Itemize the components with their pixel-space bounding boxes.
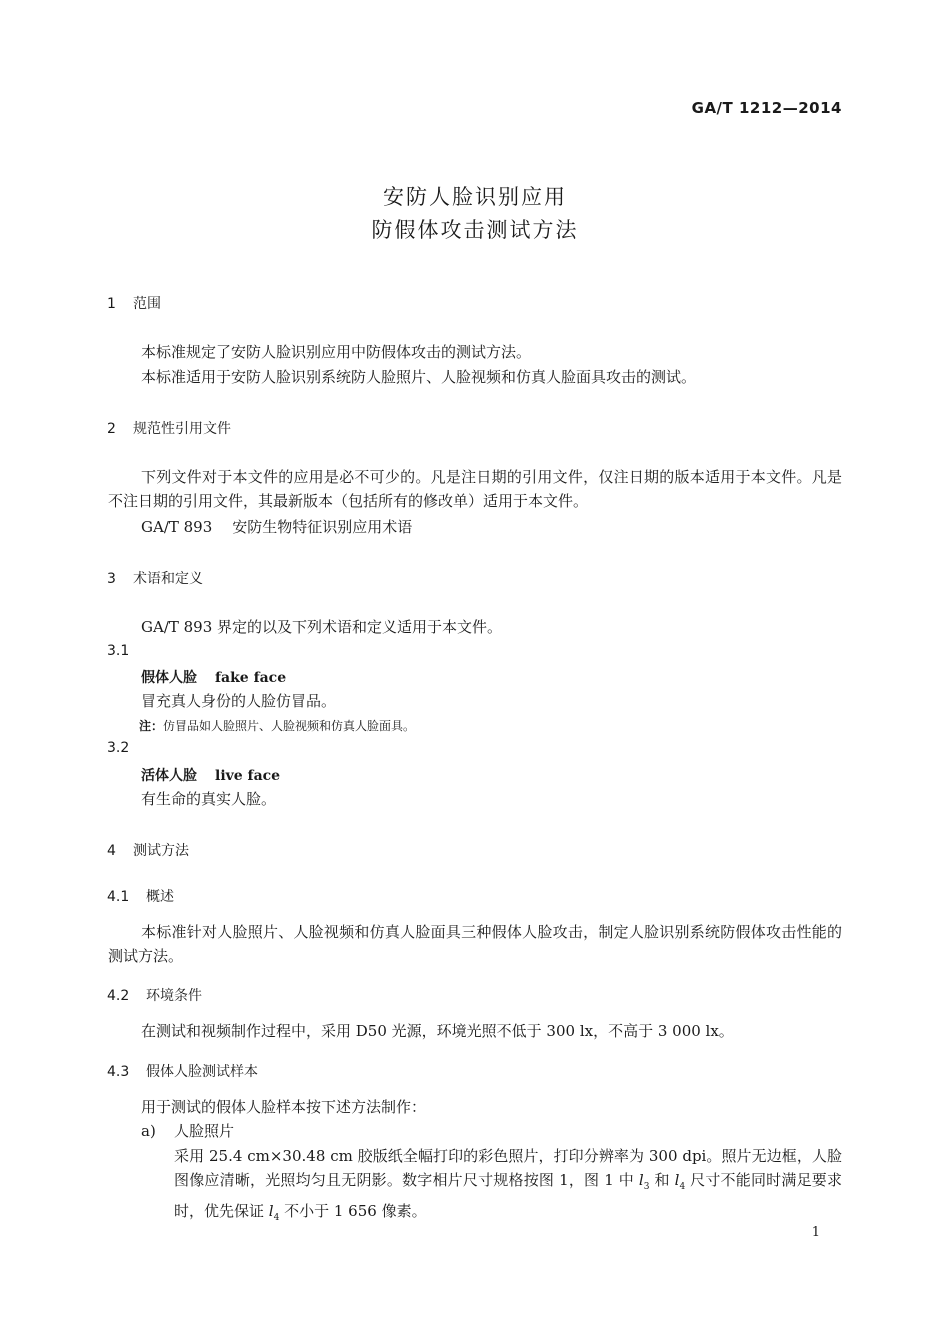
document-title-line-2: 防假体攻击测试方法: [371, 218, 579, 242]
paragraph: GA/T 893 界定的以及下列术语和定义适用于本文件。: [141, 618, 503, 636]
list-item-a-body: [174, 1144, 842, 1230]
subsection-title: 环境条件: [146, 988, 202, 1004]
variable-l: l: [674, 1171, 680, 1189]
variable-subscript: 3: [643, 1182, 650, 1192]
subsection-4-3-heading: [107, 1061, 258, 1081]
variable-l: l: [268, 1202, 274, 1220]
page-number: 1: [811, 1225, 820, 1240]
section-number: 4: [107, 843, 116, 859]
paragraph: 本标准适用于安防人脸识别系统防人脸照片、人脸视频和仿真人脸面具攻击的测试。: [141, 368, 697, 386]
body-text: 尺寸不能同时满足要求时，优先保证: [174, 1171, 842, 1220]
section-2-heading: [107, 418, 231, 438]
paragraph: 用于测试的假体人脸样本按下述方法制作：: [141, 1098, 427, 1116]
subsection-number: 4.1: [107, 889, 130, 905]
term-chinese: 假体人脸: [141, 670, 197, 686]
term-number: 3.2: [107, 740, 130, 756]
reference-code: GA/T 893: [141, 518, 213, 536]
paragraph: 下列文件对于本文件的应用是必不可少的。凡是注日期的引用文件，仅注日期的版本适用于本文件。凡是不注日期的引用文件，其最新版本（包括所有的修改单）适用于本文件。: [108, 468, 842, 510]
section-3-heading: [107, 568, 203, 588]
subsection-number: 4.2: [107, 988, 130, 1004]
note-label: 注：: [139, 719, 164, 733]
paragraph: 本标准针对人脸照片、人脸视频和仿真人脸面具三种假体人脸攻击，制定人脸识别系统防假体攻击性能的测试方法。: [108, 923, 842, 965]
section-title: 测试方法: [133, 843, 189, 859]
variable-l: l: [638, 1171, 644, 1189]
term-heading: [141, 667, 286, 687]
subsection-4-1-heading: [107, 886, 174, 906]
document-title-line-1: 安防人脸识别应用: [383, 185, 567, 209]
subsection-4-2-heading: [107, 985, 202, 1005]
section-number: 2: [107, 421, 116, 437]
term-definition: 有生命的真实人脸。: [141, 790, 277, 808]
term-english: fake face: [215, 670, 287, 686]
variable-subscript: 4: [679, 1182, 686, 1192]
term-number: 3.1: [107, 643, 130, 659]
list-item-a-header: [141, 1119, 234, 1143]
term-chinese: 活体人脸: [141, 768, 197, 784]
body-text: 不小于 1 656 像素。: [279, 1202, 427, 1220]
term-heading: [141, 765, 280, 785]
section-title: 范围: [133, 296, 161, 312]
subsection-title: 假体人脸测试样本: [146, 1064, 258, 1080]
note-text: 仿冒品如人脸照片、人脸视频和仿真人脸面具。: [163, 719, 416, 733]
section-number: 3: [107, 571, 116, 587]
reference-title: 安防生物特征识别应用术语: [232, 518, 413, 536]
normative-reference: [141, 515, 412, 539]
section-1-heading: [107, 293, 161, 313]
list-item-title: 人脸照片: [174, 1122, 235, 1140]
term-english: live face: [215, 768, 281, 784]
standard-code: GA/T 1212—2014: [691, 99, 842, 117]
section-number: 1: [107, 296, 116, 312]
subsection-number: 4.3: [107, 1064, 130, 1080]
term-note: [139, 717, 415, 734]
term-definition: 冒充真人身份的人脸仿冒品。: [141, 692, 337, 710]
section-4-heading: [107, 840, 189, 860]
section-title: 规范性引用文件: [133, 421, 231, 437]
list-item-label: a): [141, 1122, 156, 1140]
section-title: 术语和定义: [133, 571, 203, 587]
body-text: 采用 25.4 cm×30.48 cm 胶版纸全幅打印的彩色照片，打印分辨率为 300 dpi。照片无边框，人脸图像应清晰，光照均匀且无阴影。数字相片尺寸规格按图 1，图 1 中: [174, 1147, 842, 1189]
variable-subscript: 4: [273, 1213, 280, 1223]
paragraph: 在测试和视频制作过程中，采用 D50 光源，环境光照不低于 300 lx，不高于 3 000 lx。: [141, 1022, 734, 1040]
subsection-title: 概述: [146, 889, 174, 905]
paragraph: 本标准规定了安防人脸识别应用中防假体攻击的测试方法。: [141, 343, 532, 361]
body-text: 和: [649, 1171, 675, 1189]
